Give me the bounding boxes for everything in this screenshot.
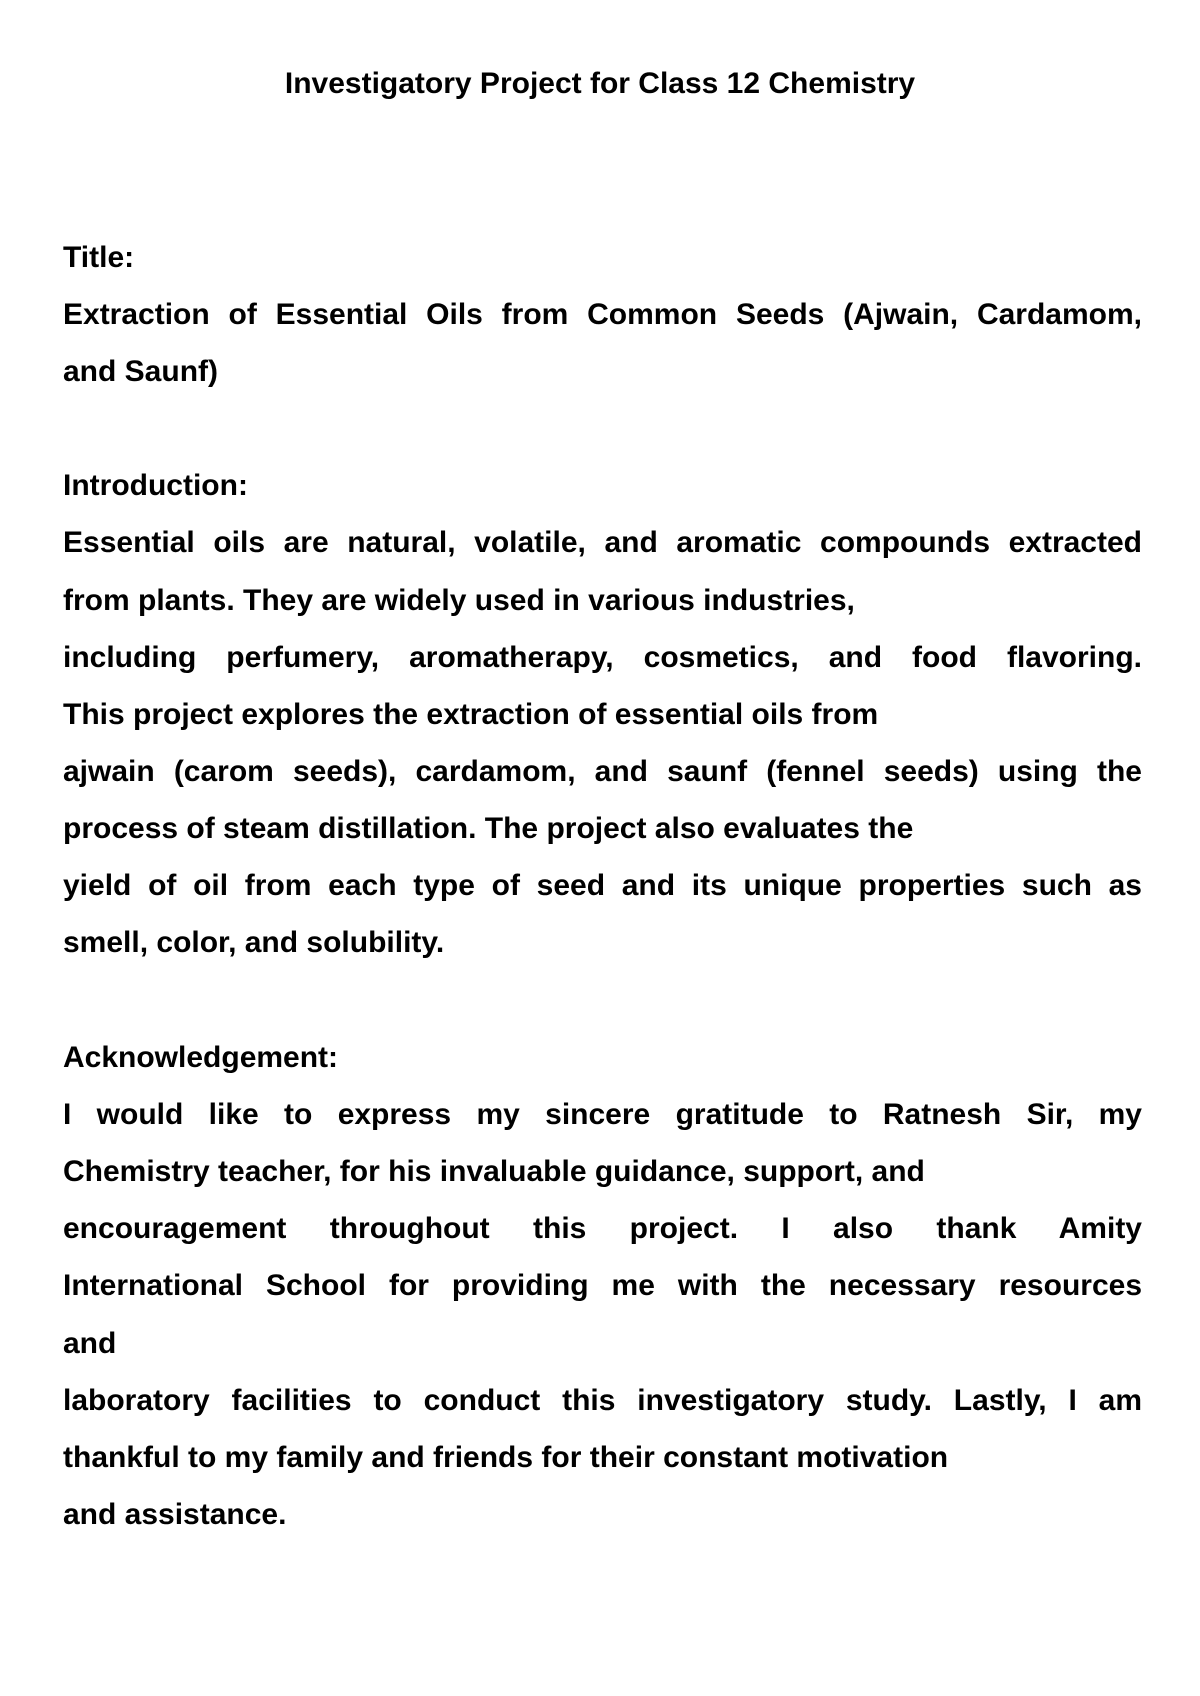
introduction-text-line: This project explores the extraction of essential oils from	[63, 698, 879, 731]
introduction-text-line: yield of oil from each type of seed and its unique properties such as	[63, 869, 1142, 902]
acknowledgement-text-line: laboratory facilities to conduct this investigatory study. Lastly, I am	[63, 1384, 1142, 1417]
introduction-text-line: ajwain (carom seeds), cardamom, and saunf (fennel seeds) using the	[63, 755, 1142, 788]
acknowledgement-text-line: I would like to express my sincere gratitude to Ratnesh Sir, my	[63, 1098, 1142, 1131]
introduction-text-line: Essential oils are natural, volatile, and aromatic compounds extracted	[63, 526, 1142, 559]
document-heading: Investigatory Project for Class 12 Chemistry	[284, 67, 916, 100]
acknowledgement-text-line: thankful to my family and friends for their constant motivation	[63, 1441, 949, 1474]
acknowledgement-text-line: and assistance.	[63, 1498, 287, 1531]
title-text-line: Extraction of Essential Oils from Common Seeds (Ajwain, Cardamom,	[63, 298, 1142, 331]
acknowledgement-text-line: and	[63, 1327, 117, 1360]
acknowledgement-text-line: Chemistry teacher, for his invaluable guidance, support, and	[63, 1155, 925, 1188]
acknowledgement-text-line: encouragement throughout this project. I also thank Amity	[63, 1212, 1142, 1245]
title-text-line: and Saunf)	[63, 355, 218, 388]
acknowledgement-label: Acknowledgement:	[63, 1041, 339, 1074]
acknowledgement-text-line: International School for providing me with the necessary resources	[63, 1269, 1142, 1302]
introduction-text-line: from plants. They are widely used in various industries,	[63, 584, 855, 617]
introduction-text-line: including perfumery, aromatherapy, cosmetics, and food flavoring.	[63, 641, 1142, 674]
introduction-label: Introduction:	[63, 469, 248, 502]
introduction-text-line: smell, color, and solubility.	[63, 926, 445, 959]
introduction-text-line: process of steam distillation. The project also evaluates the	[63, 812, 914, 845]
title-label: Title:	[63, 241, 135, 274]
